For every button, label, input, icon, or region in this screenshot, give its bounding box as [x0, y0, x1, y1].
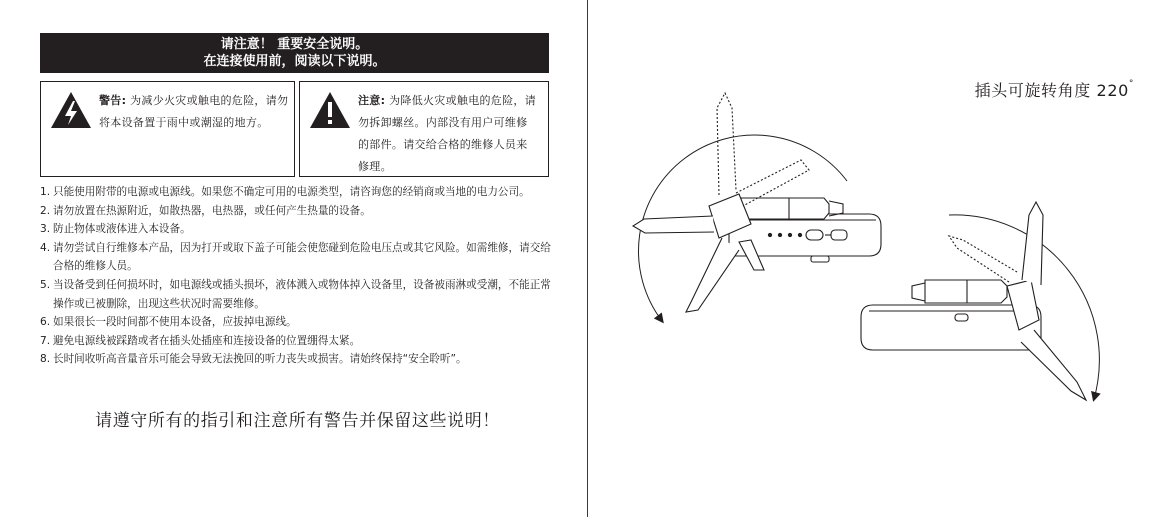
caution-box [299, 81, 549, 177]
exclamation-warning-icon [308, 90, 352, 130]
list-item: 2. 请勿放置在热源附近，如散热器，电热器，或任何产生热量的设备。 [40, 204, 371, 217]
list-item: 1. 只能使用附带的电源或电源线。如果您不确定可用的电源类型，请咨询您的经销商或当地的电力公司。 [40, 186, 530, 198]
lower-rotation-diagram [861, 202, 1099, 400]
warning-text [99, 90, 291, 134]
list-item: 7. 避免电源线被踩踏或者在插头处插座和连接设备的位置绷得太紧。 [40, 334, 361, 347]
list-item: 5. 当设备受到任何损坏时，如电源线或插头损坏，液体溅入或物体掉入设备里，设备被雨淋或受潮，不能正常操作或已被删除，出现这些状况时需要维修。 [40, 278, 551, 310]
warning-title: 警告: [99, 94, 127, 107]
safety-header-banner [40, 33, 549, 73]
rotation-caption: 插头可旋转角度 220° [974, 79, 1134, 100]
header-line-2: 在连接使用前，阅读以下说明。 [203, 54, 386, 69]
warning-box [40, 81, 295, 177]
plug-rotation-diagram [589, 0, 1175, 517]
warning-body: 为减少火灾或触电的危险，请勿将本设备置于雨中或潮湿的地方。 [99, 94, 289, 129]
caution-text [358, 90, 538, 178]
upper-rotation-diagram [633, 93, 881, 321]
page-divider [587, 0, 588, 517]
list-item: 6. 如果很长一段时间都不使用本设备，应拔掉电源线。 [40, 316, 297, 329]
header-line-1: 请注意！ 重要安全说明。 [220, 37, 369, 52]
list-item: 4. 请勿尝试自行维修本产品，因为打开或取下盖子可能会使您碰到危险电压点或其它风险。如需维修，请交给合格的维修人员。 [40, 241, 551, 273]
list-item: 8. 长时间收听高音量音乐可能会导致无法挽回的听力丧失或损害。请始终保持“安全聆听”。 [40, 353, 467, 366]
lightning-warning-icon [49, 90, 93, 130]
caution-body: 为降低火灾或触电的危险，请勿拆卸螺丝。内部没有用户可维修的部件。请交给合格的维修人员来修理。 [358, 94, 537, 173]
caution-title: 注意: [358, 94, 386, 107]
rotation-page [589, 0, 1175, 517]
safety-instruction-list [40, 183, 555, 369]
list-item: 3. 防止物体或液体进入本设备。 [40, 223, 191, 236]
footer-note: 请遵守所有的指引和注意所有警告并保留这些说明！ [95, 411, 500, 431]
